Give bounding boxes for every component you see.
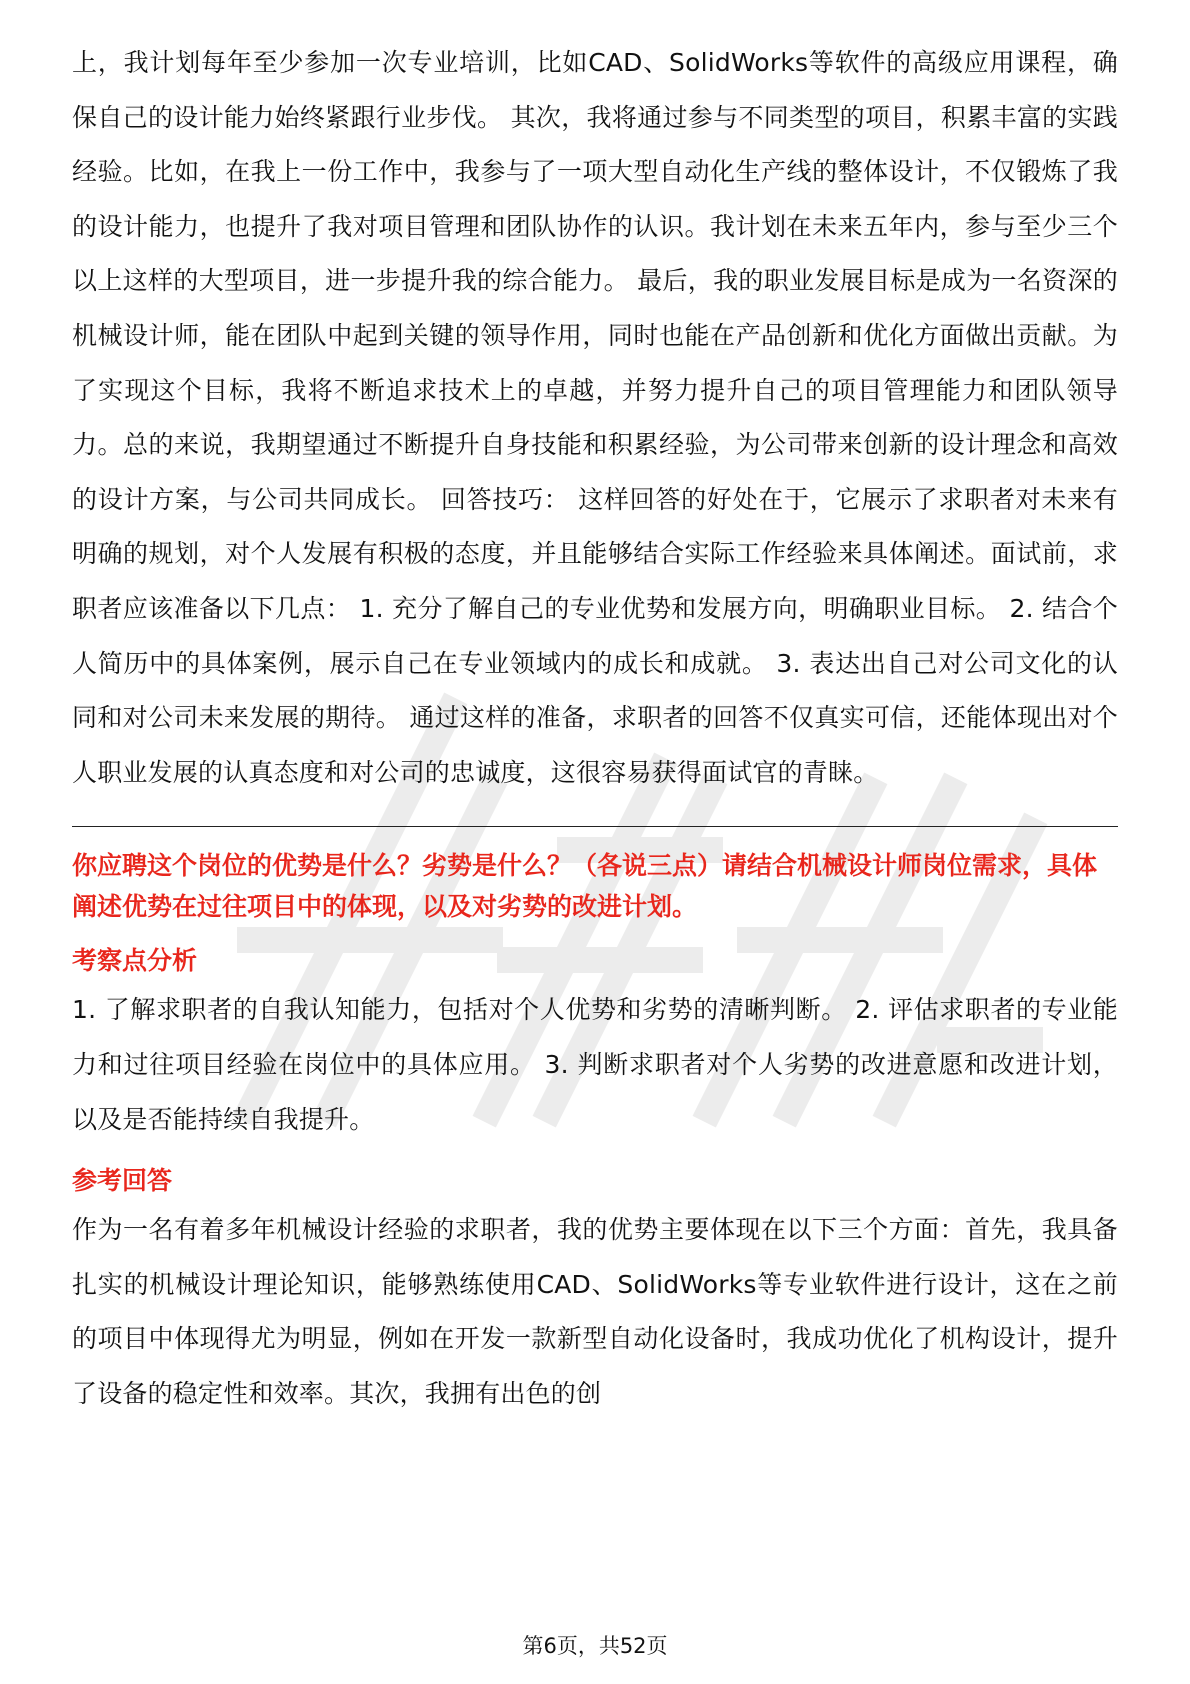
page-content [72, 36, 1118, 1421]
reference-body: 作为一名有着多年机械设计经验的求职者，我的优势主要体现在以下三个方面：首先，我具备扎实的机械设计理论知识，能够熟练使用CAD、SolidWorks等专业软件进行设计，这在之前的项目中体现得尤为明显，例如在开发一款新型自动化设备时，我成功优化了机构设计，提升了设备的稳定性和效率。其次，我拥有出色的创 [72, 1215, 1118, 1408]
intro-paragraph: 上，我计划每年至少参加一次专业培训，比如CAD、SolidWorks等软件的高级应用课程，确保自己的设计能力始终紧跟行业步伐。 其次，我将通过参与不同类型的项目，积累丰富的实践经验。比如，在我上一份工作中，我参与了一项大型自动化生产线的整体设计，不仅锻炼了我的设计能力，也提升了我对项目管理和团队协作的认识。我计划在未来五年内，参与至少三个以上这样的大型项目，进一步提升我的综合能力。 最后，我的职业发展目标是成为一名资深的机械设计师，能在团队中起到关键的领导作用，同时也能在产品创新和优化方面做出贡献。为了实现这个目标，我将不断追求技术上的卓越，并努力提升自己的项目管理能力和团队领导力。总的来说，我期望通过不断提升自身技能和积累经验，为公司带来创新的设计理念和高效的设计方案，与公司共同成长。 回答技巧： 这样回答的好处在于，它展示了求职者对未来有明确的规划，对个人发展有积极的态度，并且能够结合实际工作经验来具体阐述。面试前，求职者应该准备以下几点： 1. 充分了解自己的专业优势和发展方向，明确职业目标。 2. 结合个人简历中的具体案例，展示自己在专业领域内的成长和成就。 3. 表达出自己对公司文化的认同和对公司未来发展的期待。 通过这样的准备，求职者的回答不仅真实可信，还能体现出对个人职业发展的认真态度和对公司的忠诚度，这很容易获得面试官的青睐。 [72, 48, 1118, 787]
page-number-footer: 第6页，共52页 [522, 1634, 668, 1658]
section-divider [72, 826, 1118, 827]
question-heading: 你应聘这个岗位的优势是什么？劣势是什么？（各说三点）请结合机械设计师岗位需求，具体阐述优势在过往项目中的体现，以及对劣势的改进计划。 [72, 851, 1098, 922]
analysis-body: 1. 了解求职者的自我认知能力，包括对个人优势和劣势的清晰判断。 2. 评估求职者的专业能力和过往项目经验在岗位中的具体应用。 3. 判断求职者对个人劣势的改进意愿和改进计划，以及是否能持续自我提升。 [72, 995, 1118, 1134]
reference-title: 参考回答 [72, 1166, 173, 1196]
analysis-title: 考察点分析 [72, 946, 198, 976]
